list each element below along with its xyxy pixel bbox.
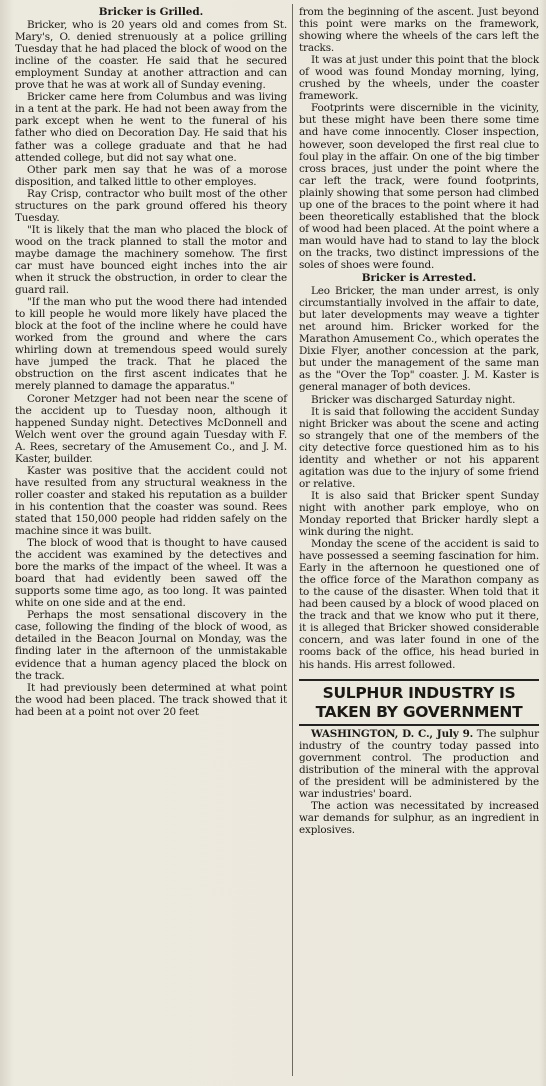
article-paragraph: Ray Crisp, contractor who built most of the other structures on the park ground offered his theory Tuesday. xyxy=(15,187,287,224)
article-paragraph: Footprints were discernible in the vicinity, but these might have been there some time and have come innocently. Closer inspection, however, soon developed the first real clue to foul play in the affair. On one of the big timber cross braces, just under the point where the car left the track, were found footprints, plainly showing that some person had climbed up one of the braces to the point where it had been theoretically established that the block of wood had been placed. At the point where a man would have had to stand to lay the block on the tracks, two distinct impressions of the soles of shoes were found. xyxy=(299,102,539,271)
article-paragraph: Leo Bricker, the man under arrest, is only circumstantially involved in the affair to date, but later developments may weave a tighter net around him. Bricker worked for the Marathon Amusement Co., which operates the Dixie Flyer, another concession at the park, but under the management of the same man as the "Over the Top" coaster. J. M. Kaster is general manager of both devices. xyxy=(299,285,539,394)
article-paragraph: It is also said that Bricker spent Sunday night with another park employe, who on Monday reported that Bricker hardly slept a wink during the night. xyxy=(299,489,539,539)
article-paragraph: "It is likely that the man who placed the block of wood on the track planned to stall the motor and maybe damage the machinery somehow. The first car must have bounced eight inches into the air when it struck the obstruction, in order to clear the guard rail. xyxy=(15,223,287,297)
dateline-body: The sulphur industry of the country today passed into government control. The production and distribution of the mineral with the approval of the president will be administered by the war industries' board. xyxy=(299,727,539,800)
article-paragraph: It is said that following the accident Sunday night Bricker was about the scene and acting so strangely that one of the members of the city detective force questioned him as to his identity and whether or not his apparent agitation was due to the injury of some friend or relative. xyxy=(299,405,539,490)
column-divider xyxy=(292,4,293,1076)
left-column xyxy=(15,6,287,718)
article-paragraph: Kaster was positive that the accident could not have resulted from any structural weakness in the roller coaster and staked his reputation as a builder in his contention that the coaster was sound. Rees stated that 150,000 people had ridden safely on the machine since it was built. xyxy=(15,464,287,538)
article-paragraph: Bricker came here from Columbus and was living in a tent at the park. He had not been away from the park except when he went to the funeral of his father who died on Decoration Day. He said that his father was a college graduate and that he had attended college, but did not say what one. xyxy=(15,91,287,164)
section-heading-bricker-arrested: Bricker is Arrested. xyxy=(361,272,477,285)
article-paragraph-continued: from the beginning of the ascent. Just beyond this point were marks on the framework, showing where the wheels of the cars left the tracks. xyxy=(299,6,539,55)
dateline-paragraph xyxy=(299,728,539,800)
article-paragraph: Monday the scene of the accident is said to have possessed a seeming fascination for him. Early in the afternoon he questioned one of the office force of the Marathon company as to the cause of the disaster. When told that it had been caused by a block of wood placed on the track and that we know who put it there, it is alleged that Bricker showed considerable concern, and was later found in one of the rooms back of the office, his head buried in his hands. His arrest followed. xyxy=(299,538,539,671)
article-paragraph: Bricker was discharged Saturday night. xyxy=(311,393,516,406)
article-paragraph: It had previously been determined at what point the wood had been placed. The track showed that it had been at a point not over 20 feet xyxy=(15,681,287,718)
article-paragraph: Coroner Metzger had not been near the scene of the accident up to Tuesday noon, although it happened Sunday night. Detectives McDonnell and Welch went over the ground again Tuesday with F. A. Rees, secretary of the Amusement Co., and J. M. Kaster, builder. xyxy=(15,392,287,465)
article-paragraph: It was at just under this point that the block of wood was found Monday morning, lying, crushed by the wheels, under the coaster framework. xyxy=(299,54,539,103)
article-paragraph: The block of wood that is thought to have caused the accident was examined by the detectives and bore the marks of the impact of the wheel. It was a board that had evidently been sawed off the supports some time ago, as too long. It was painted white on one side and at the end. xyxy=(15,537,287,610)
headline-sulphur-industry: SULPHUR INDUSTRY IS TAKEN BY GOVERNMENT xyxy=(315,683,523,721)
right-column xyxy=(299,6,539,836)
article-paragraph: Perhaps the most sensational discovery in the case, following the finding of the block of wood, as detailed in the Beacon Journal on Monday, was the finding later in the afternoon of the unmistakable evidence that a human agency placed the block on the track. xyxy=(15,609,287,682)
article-paragraph: Other park men say that he was of a morose disposition, and talked little to other employes. xyxy=(15,163,287,188)
dateline: WASHINGTON, D. C., July 9. xyxy=(311,727,474,740)
headline-box xyxy=(299,679,539,726)
article-paragraph: The action was necessitated by increased war demands for sulphur, as an ingredient in explosives. xyxy=(299,799,539,836)
article-paragraph: Bricker, who is 20 years old and comes from St. Mary's, O. denied strenuously at a police grilling Tuesday that he had placed the block of wood on the incline of the coaster. He said that he secured employment Sunday at another attraction and can prove that he was at work all of Sunday evening. xyxy=(15,19,287,92)
section-heading-bricker-grilled: Bricker is Grilled. xyxy=(98,6,204,18)
article-paragraph: "If the man who put the wood there had intended to kill people he would more likely have placed the block at the foot of the incline where he could have worked from the ground and where the cars whirling down at tremendous speed would surely have jumped the track. That he placed the obstruction on the first ascent indicates that he merely planned to damage the apparatus." xyxy=(15,296,287,393)
